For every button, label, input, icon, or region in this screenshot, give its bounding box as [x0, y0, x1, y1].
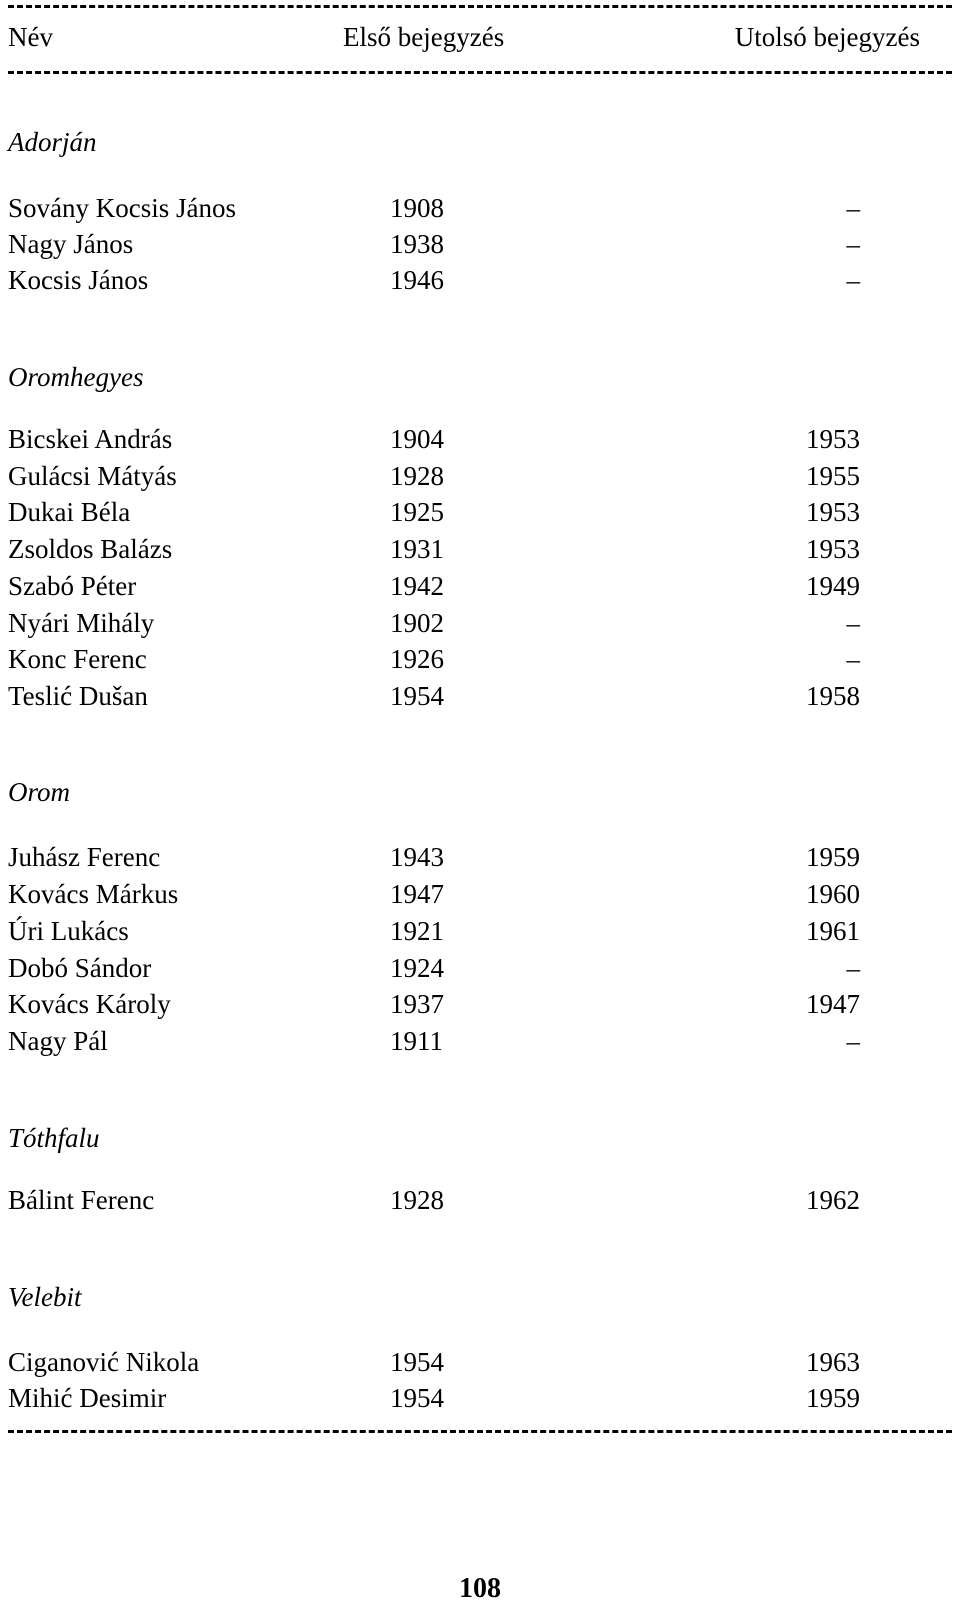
first-entry-year: 1928: [390, 1185, 444, 1215]
last-entry-year: –: [846, 229, 860, 259]
last-entry-year: 1955: [806, 461, 860, 491]
last-entry-year: 1947: [806, 989, 860, 1019]
person-name: Dobó Sándor: [8, 953, 152, 983]
person-name: Nagy Pál: [8, 1026, 108, 1056]
person-name: Kocsis János: [8, 265, 149, 295]
first-entry-year: 1925: [390, 497, 444, 527]
last-entry-year: 1958: [806, 681, 860, 711]
last-entry-year: 1959: [806, 1383, 860, 1413]
group-title: Tóthfalu: [8, 1123, 100, 1153]
top-dashed-rule: [8, 5, 952, 8]
person-name: Ciganović Nikola: [8, 1347, 200, 1377]
last-entry-year: –: [846, 953, 860, 983]
first-entry-year: 1943: [390, 842, 444, 872]
first-entry-year: 1928: [390, 461, 444, 491]
bottom-dashed-rule: [8, 1430, 952, 1433]
group-title: Adorján: [8, 127, 97, 157]
first-entry-year: 1904: [390, 424, 444, 454]
person-name: Szabó Péter: [8, 571, 137, 601]
person-name: Teslić Dušan: [8, 681, 148, 711]
person-name: Bicskei András: [8, 424, 173, 454]
last-entry-year: 1953: [806, 424, 860, 454]
first-entry-year: 1954: [390, 681, 444, 711]
page-number: 108: [459, 1573, 501, 1604]
first-entry-year: 1921: [390, 916, 444, 946]
last-entry-year: 1959: [806, 842, 860, 872]
first-entry-year: 1908: [390, 193, 444, 223]
group-title: Oromhegyes: [8, 362, 144, 392]
first-entry-year: 1942: [390, 571, 444, 601]
person-name: Dukai Béla: [8, 497, 131, 527]
person-name: Konc Ferenc: [8, 644, 147, 674]
last-entry-year: –: [846, 644, 860, 674]
last-entry-year: 1963: [806, 1347, 860, 1377]
header-name: Név: [8, 22, 53, 52]
person-name: Kovács Márkus: [8, 879, 179, 909]
group-title: Orom: [8, 777, 71, 807]
person-name: Nagy János: [8, 229, 134, 259]
last-entry-year: 1960: [806, 879, 860, 909]
last-entry-year: –: [846, 193, 860, 223]
last-entry-year: 1962: [806, 1185, 860, 1215]
first-entry-year: 1926: [390, 644, 444, 674]
first-entry-year: 1902: [390, 608, 444, 638]
first-entry-year: 1937: [390, 989, 444, 1019]
person-name: Úri Lukács: [8, 916, 129, 946]
last-entry-year: –: [846, 1026, 860, 1056]
person-name: Gulácsi Mátyás: [8, 461, 177, 491]
first-entry-year: 1911: [390, 1026, 443, 1056]
last-entry-year: 1953: [806, 497, 860, 527]
last-entry-year: 1961: [806, 916, 860, 946]
first-entry-year: 1954: [390, 1347, 444, 1377]
first-entry-year: 1931: [390, 534, 444, 564]
person-name: Bálint Ferenc: [8, 1185, 155, 1215]
header-dashed-rule: [8, 71, 952, 74]
first-entry-year: 1938: [390, 229, 444, 259]
last-entry-year: 1953: [806, 534, 860, 564]
first-entry-year: 1954: [390, 1383, 444, 1413]
person-name: Sovány Kocsis János: [8, 193, 236, 223]
last-entry-year: –: [846, 265, 860, 295]
last-entry-year: –: [846, 608, 860, 638]
person-name: Nyári Mihály: [8, 608, 155, 638]
first-entry-year: 1924: [390, 953, 444, 983]
person-name: Juhász Ferenc: [8, 842, 161, 872]
header-first-entry: Első bejegyzés: [343, 22, 505, 52]
group-title: Velebit: [8, 1282, 82, 1312]
person-name: Mihić Desimir: [8, 1383, 167, 1413]
person-name: Zsoldos Balázs: [8, 534, 173, 564]
person-name: Kovács Károly: [8, 989, 171, 1019]
header-last-entry: Utolsó bejegyzés: [734, 22, 920, 52]
first-entry-year: 1947: [390, 879, 444, 909]
first-entry-year: 1946: [390, 265, 444, 295]
last-entry-year: 1949: [806, 571, 860, 601]
